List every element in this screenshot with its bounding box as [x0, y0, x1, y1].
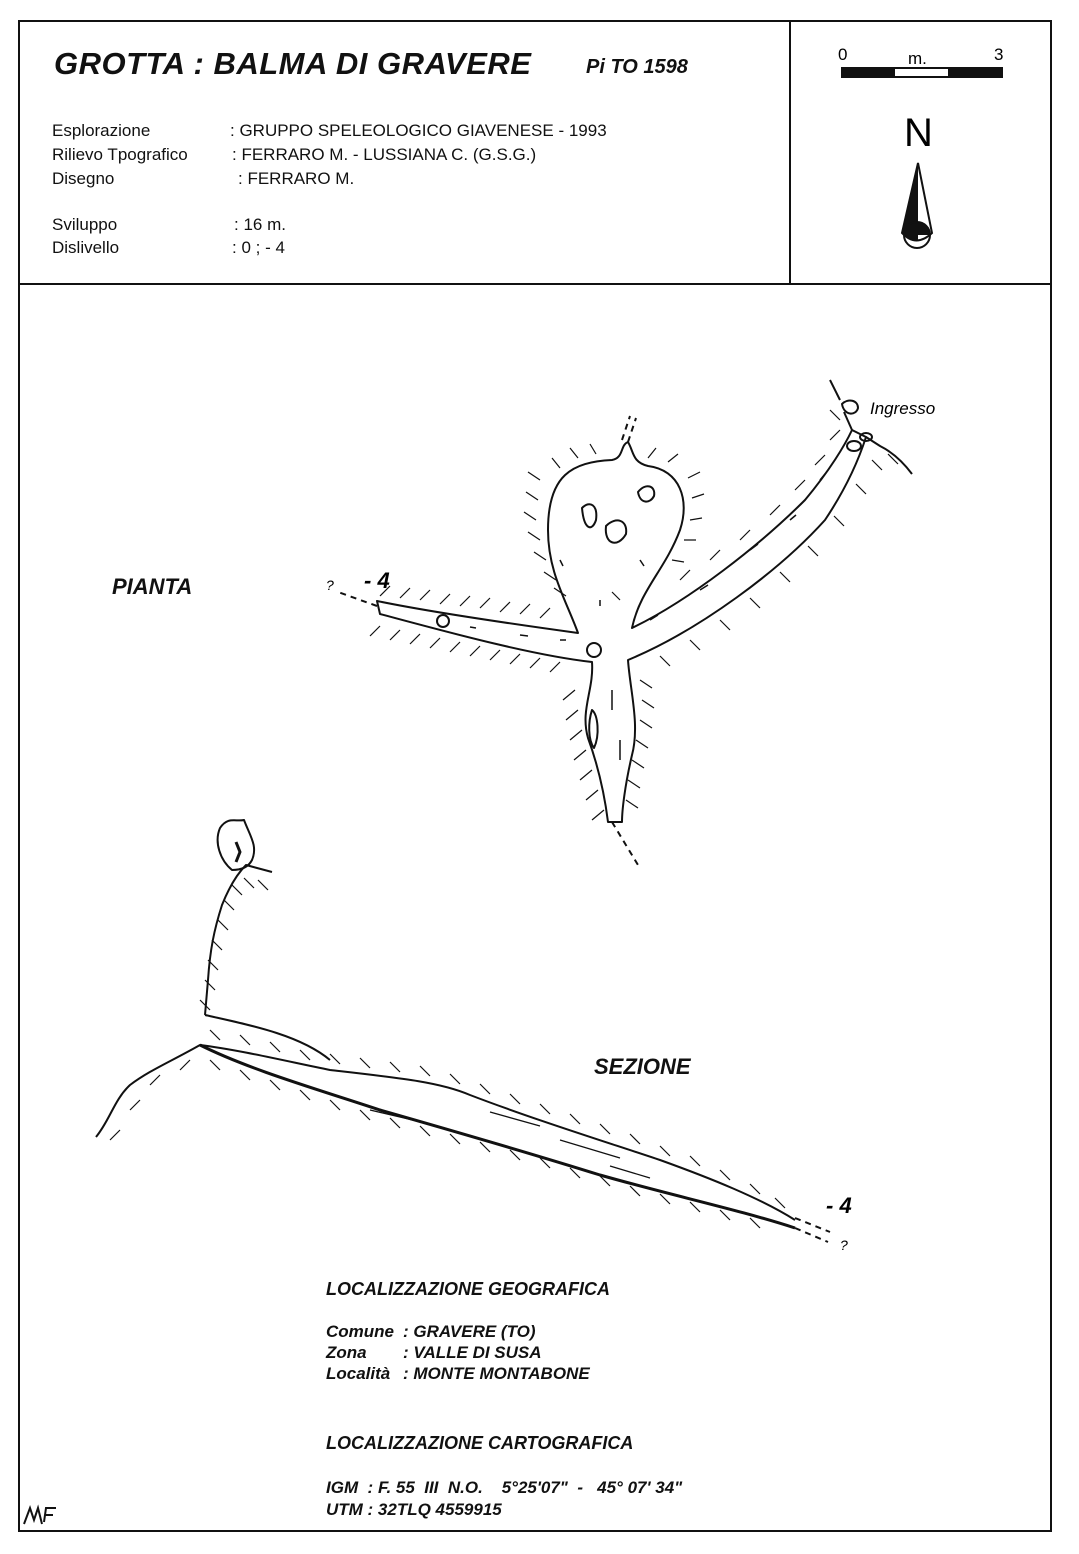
geo-value: : VALLE DI SUSA: [403, 1343, 542, 1362]
meta-label: Rilievo Tpografico: [52, 145, 188, 164]
north-label: N: [904, 111, 933, 155]
section-title: SEZIONE: [594, 1054, 691, 1079]
meta-label: Disegno: [52, 169, 115, 188]
scale-end-label: 3: [994, 45, 1004, 64]
meta-value: : GRUPPO SPELEOLOGICO GIAVENESE - 1993: [230, 121, 607, 140]
carto-igm: IGM : F. 55 III N.O. 5°25'07" - 45° 07' 34": [326, 1478, 683, 1497]
geo-label: Località: [326, 1364, 391, 1383]
meta-value: : FERRARO M. - LUSSIANA C. (G.S.G.): [232, 145, 537, 164]
geo-row-comune: [326, 1322, 536, 1342]
geo-value: : GRAVERE (TO): [403, 1322, 536, 1341]
meta-label: Sviluppo: [52, 215, 118, 234]
meta-label: Dislivello: [52, 238, 120, 257]
plan-depth-label: - 4: [364, 568, 390, 593]
carto-heading: LOCALIZZAZIONE CARTOGRAFICA: [326, 1433, 634, 1453]
geo-label: Comune: [326, 1322, 394, 1341]
plan-map: [338, 380, 912, 865]
geo-row-localita: [326, 1364, 590, 1384]
geo-row-zona: [326, 1343, 542, 1363]
scale-unit-label: m.: [908, 49, 927, 68]
plan-title: PIANTA: [112, 574, 193, 599]
cave-code: Pi TO 1598: [586, 56, 688, 78]
cave-title: GROTTA : BALMA DI GRAVERE: [54, 46, 532, 81]
meta-value: : 16 m.: [234, 215, 286, 234]
section-unknown-label: ?: [840, 1237, 848, 1253]
signature-mark: [22, 1502, 62, 1528]
geo-label: Zona: [326, 1343, 367, 1362]
scale-start-label: 0: [838, 45, 848, 64]
plan-unknown-label: ?: [326, 577, 334, 593]
entrance-label: Ingresso: [870, 399, 936, 418]
section-profile: [96, 820, 830, 1242]
carto-utm: UTM : 32TLQ 4559915: [326, 1500, 502, 1519]
section-depth-label: - 4: [826, 1193, 852, 1218]
meta-label: Esplorazione: [52, 121, 151, 140]
geo-heading: LOCALIZZAZIONE GEOGRAFICA: [326, 1279, 610, 1299]
geo-value: : MONTE MONTABONE: [403, 1364, 590, 1383]
meta-value: : 0 ; - 4: [232, 238, 285, 257]
meta-value: : FERRARO M.: [238, 169, 355, 188]
